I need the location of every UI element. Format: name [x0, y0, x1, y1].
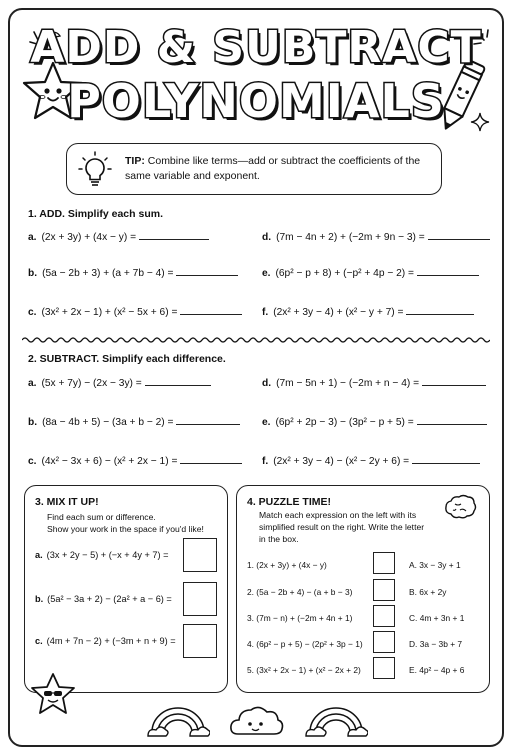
puzzle-right-d: D. 3a − 3b + 7 — [409, 639, 463, 649]
add-problem-e: e. (6p² − p + 8) + (−p² + 4p − 2) = — [262, 266, 479, 279]
answer-line[interactable] — [176, 415, 240, 425]
section-add-title: 1. ADD. Simplify each sum. — [28, 208, 163, 220]
cool-star-icon — [30, 672, 76, 716]
subtract-problem-e: e. (6p² + 2p − 3) − (3p² − p + 5) = — [262, 415, 487, 428]
rainbow-cloud-right-icon — [304, 700, 368, 740]
smiling-cloud-icon — [228, 700, 284, 740]
wavy-divider — [22, 334, 490, 346]
puzzle-left-1: 1. (2x + 3y) + (4x − y) — [247, 560, 327, 570]
puzzle-subtitle-2: simplified result on the right. Write the letter — [259, 522, 425, 532]
add-problem-d: d. (7m − 4n + 2) + (−2m + 9n − 3) = — [262, 230, 490, 243]
add-problem-b: b. (5a − 2b + 3) + (a + 7b − 4) = — [28, 266, 238, 279]
subtract-problem-d: d. (7m − 5n + 1) − (−2m + n − 4) = — [262, 376, 486, 389]
answer-line[interactable] — [145, 376, 211, 386]
answer-line[interactable] — [180, 454, 242, 464]
brain-icon — [443, 494, 477, 522]
puzzle-subtitle-1: Match each expression on the left with its — [259, 510, 417, 520]
puzzle-box-5[interactable] — [373, 657, 395, 679]
subtract-problem-c: c. (4x² − 3x + 6) − (x² + 2x − 1) = — [28, 454, 242, 467]
mix-problem-a: a. (3x + 2y − 5) + (−x + 4y + 7) = — [35, 550, 169, 560]
answer-line[interactable] — [139, 230, 209, 240]
tip-body: Combine like terms—add or subtract the coefficients of the same variable and exponent. — [125, 155, 421, 182]
puzzle-box-2[interactable] — [373, 579, 395, 601]
puzzle-right-b: B. 6x + 2y — [409, 587, 447, 597]
subtract-problem-a: a. (5x + 7y) − (2x − 3y) = — [28, 376, 211, 389]
mix-it-up-panel — [24, 485, 228, 693]
mix-problem-b: b. (5a² − 3a + 2) − (2a² + a − 6) = — [35, 594, 172, 604]
add-problem-c: c. (3x² + 2x − 1) + (x² − 5x + 6) = — [28, 305, 242, 318]
add-problem-f: f. (2x² + 3y − 4) + (x² − y + 7) = — [262, 305, 474, 318]
answer-line[interactable] — [417, 415, 487, 425]
rainbow-cloud-left-icon — [146, 700, 210, 740]
answer-line[interactable] — [428, 230, 490, 240]
puzzle-panel — [236, 485, 490, 693]
puzzle-left-4: 4. (6p² − p + 5) − (2p² + 3p − 1) — [247, 639, 363, 649]
subtract-problem-f: f. (2x² + 3y − 4) − (x² − 2y + 6) = — [262, 454, 480, 467]
mix-answer-box-c[interactable] — [183, 624, 217, 658]
page-title-line-1: ADD & SUBTRACT — [30, 22, 482, 73]
page-title-line-2: POLYNOMIALS — [67, 74, 445, 128]
mix-title: 3. MIX IT UP! — [35, 496, 99, 508]
subtract-problem-b: b. (8a − 4b + 5) − (3a + b − 2) = — [28, 415, 240, 428]
tip-label: TIP: — [125, 155, 145, 167]
lightbulb-icon — [75, 150, 115, 190]
answer-line[interactable] — [422, 376, 486, 386]
puzzle-left-2: 2. (5a − 2b + 4) − (a + b − 3) — [247, 587, 353, 597]
puzzle-box-1[interactable] — [373, 552, 395, 574]
answer-line[interactable] — [417, 266, 479, 276]
puzzle-title: 4. PUZZLE TIME! — [247, 496, 331, 508]
answer-line[interactable] — [412, 454, 480, 464]
tip-box — [66, 143, 442, 195]
puzzle-right-a: A. 3x − 3y + 1 — [409, 560, 461, 570]
mix-problem-c: c. (4m + 7n − 2) + (−3m + n + 9) = — [35, 636, 176, 646]
section-subtract-title: 2. SUBTRACT. Simplify each difference. — [28, 353, 226, 365]
mix-answer-box-b[interactable] — [183, 582, 217, 616]
puzzle-box-4[interactable] — [373, 631, 395, 653]
puzzle-left-5: 5. (3x² + 2x − 1) + (x² − 2x + 2) — [247, 665, 361, 675]
mix-subtitle-1: Find each sum or difference. — [47, 512, 156, 522]
answer-line[interactable] — [176, 266, 238, 276]
answer-line[interactable] — [406, 305, 474, 315]
answer-line[interactable] — [180, 305, 242, 315]
puzzle-left-3: 3. (7m − n) + (−2m + 4n + 1) — [247, 613, 353, 623]
add-problem-a: a. (2x + 3y) + (4x − y) = — [28, 230, 209, 243]
puzzle-right-c: C. 4m + 3n + 1 — [409, 613, 465, 623]
puzzle-right-e: E. 4p² − 4p + 6 — [409, 665, 465, 675]
puzzle-box-3[interactable] — [373, 605, 395, 627]
mix-answer-box-a[interactable] — [183, 538, 217, 572]
tip-text — [125, 154, 430, 184]
puzzle-subtitle-3: in the box. — [259, 534, 299, 544]
mix-subtitle-2: Show your work in the space if you'd like! — [47, 524, 204, 534]
